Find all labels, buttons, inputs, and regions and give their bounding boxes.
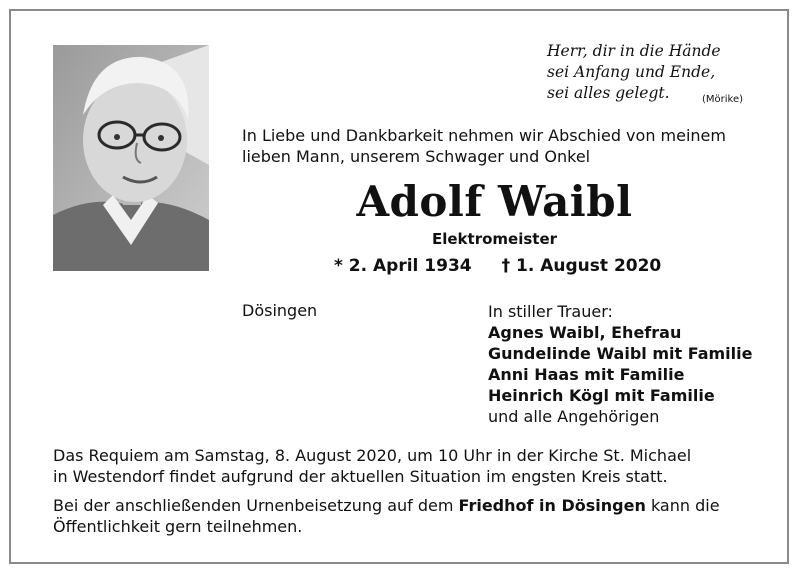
mourners-heading: In stiller Trauer: [488, 302, 613, 321]
urn-text-post: kann die [645, 496, 720, 515]
requiem-notice [53, 445, 753, 487]
deceased-occupation: Elektromeister [431, 230, 558, 248]
urn-text-pre: Bei der anschließenden Urnenbeisetzung auf dem [53, 496, 459, 515]
intro-text [242, 125, 762, 167]
deceased-name: Adolf Waibl [356, 177, 633, 226]
cemetery-name: Friedhof in Dösingen [458, 496, 646, 515]
urn-line: Öffentlichkeit gern teilnehmen. [53, 517, 303, 536]
mourners-list [488, 301, 752, 427]
mourner-name: Heinrich Kögl mit Familie [488, 386, 715, 405]
bible-quote [547, 41, 762, 104]
mourners-closing: und alle Angehörigen [488, 407, 660, 426]
mourner-name: Anni Haas mit Familie [488, 365, 685, 384]
death-date: † 1. August 2020 [501, 256, 662, 276]
intro-line: lieben Mann, unserem Schwager und Onkel [242, 147, 591, 166]
quote-line: sei Anfang und Ende, [547, 63, 716, 81]
quote-line: sei alles gelegt. [547, 84, 670, 102]
requiem-line: Das Requiem am Samstag, 8. August 2020, um 10 Uhr in der Kirche St. Michael [53, 446, 692, 465]
mourner-name: Agnes Waibl, Ehefrau [488, 323, 682, 342]
urn-burial-notice [53, 495, 753, 537]
life-dates [334, 256, 661, 276]
mourner-name: Gundelinde Waibl mit Familie [488, 344, 753, 363]
urn-line [53, 495, 753, 516]
quote-author: (Mörike) [702, 94, 744, 105]
birth-date: * 2. April 1934 [334, 256, 472, 276]
requiem-line: in Westendorf findet aufgrund der aktuellen Situation im engsten Kreis statt. [53, 467, 668, 486]
intro-line: In Liebe und Dankbarkeit nehmen wir Abschied von meinem [242, 126, 726, 145]
quote-line: Herr, dir in die Hände [547, 42, 721, 60]
hometown: Dösingen [242, 301, 318, 320]
portrait-photo [53, 45, 209, 271]
